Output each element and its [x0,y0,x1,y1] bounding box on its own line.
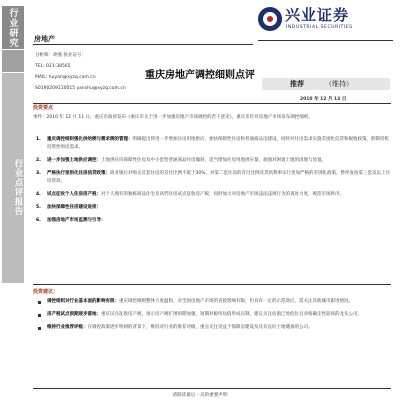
lead-paragraph: 事件：2010 年 12 月 11 日，重庆市政府发布《重庆市关于进一步加强房地产市场调控的若干意见》，重庆市针对房地产市场发布调控细则。 [33,115,313,120]
section-heading: 投资要点 [33,105,54,111]
company-logo [258,3,393,39]
list-item: 房产税试点预期逐步落地：重庆试点征收房产税，预示房产税扩围预期加强，短期对板块估值形成压制，建议关注估值已处低位且业绩确定性较高的龙头公司。 [33,311,391,319]
list-item: 4. 试点征收个人住房房产税：对个人拥有的独栋商品住宅及高档住房试点征收房产税，同时加大对房地产市场违法违规行为的查处力度，规范市场秩序。 [36,192,344,197]
list-item: 5. 加快保障性住房建设进度： [36,205,101,210]
analyst-line: MAIL: huyan@xyzq.com.cn [35,75,96,80]
list-item: 6. 加强房地产市场监测与引导： [36,218,106,223]
header-divider [33,44,253,45]
analyst-line: S0190209110015 yanshu@xyzq.com.cn [35,86,126,91]
logo-mark-icon [258,7,282,31]
section-divider [33,284,391,285]
list-item: 3. 严格执行差别化住房信贷政策：商业银行对购买首套住房的首付比例不低于30%，对第二套住房的首付比例及贷款利率实行更加严格的差别化政策，暂停发放第三套及以上住房贷款。 [36,171,390,184]
footer-divider [33,388,391,389]
key-points-list [33,136,391,230]
investment-heading: 投资建议： [33,289,59,295]
logo-divider [258,40,393,41]
analyst-line: 分析师：胡燕 执业证号： [35,53,86,58]
footer-disclaimer: 请阅读最后一页的重要声明 [172,393,228,398]
list-item: 2. 进一步加强土地供应调控：土地供应向保障性住房及中小套型普通商品住房倾斜，适当增加住房用地供应量，加强对闲置土地的清理与处置。 [36,158,326,163]
logo-cn-text: 兴业证券 [285,6,350,24]
side-band-report-type: 行业点评报告 [2,73,24,283]
analyst-info [35,50,126,94]
bullet-icon [38,314,41,317]
rating-value: （维持） [325,80,353,88]
rating-label: 推荐 [290,80,304,88]
logo-en-text: INDUSTRIAL SECURITIES [286,25,353,30]
bullet-icon [38,301,41,304]
list-item: 调控细则对行业基本面的影响有限：重庆调控细则整体力度温和，对全国房地产市场的直接影响有限，但具有一定的示范效应，需关注其他城市跟进情况。 [33,298,391,306]
side-band-top: 行业研究 [2,6,24,49]
report-title: 重庆房地产调控细则点评 [145,70,255,81]
report-date: 2010 年 12 月 13 日 [300,97,347,102]
list-item: 1. 重庆调控细则强化供给侧与需求侧的管理：明确提出将进一步增加住房用地供应，加快保障性住房和普通商品房建设，同时对住房需求实施差别化信贷和税收政策，抑制投机投资性购房需求。 [36,137,389,150]
investment-bullets [33,298,391,337]
sector-label: 房地产 [34,35,55,43]
content-top-divider [33,103,391,104]
analyst-line: TEL: 021-38565 [35,64,71,69]
bullet-icon [38,327,41,330]
side-band-spacer [2,50,24,72]
rating-box [262,78,390,90]
list-item: 维持行业推荐评级：在调控政策逐步明朗的背景下，维持对行业的推荐评级，重点关注受益于保障房建设及具有良好土地储备的公司。 [33,324,391,332]
